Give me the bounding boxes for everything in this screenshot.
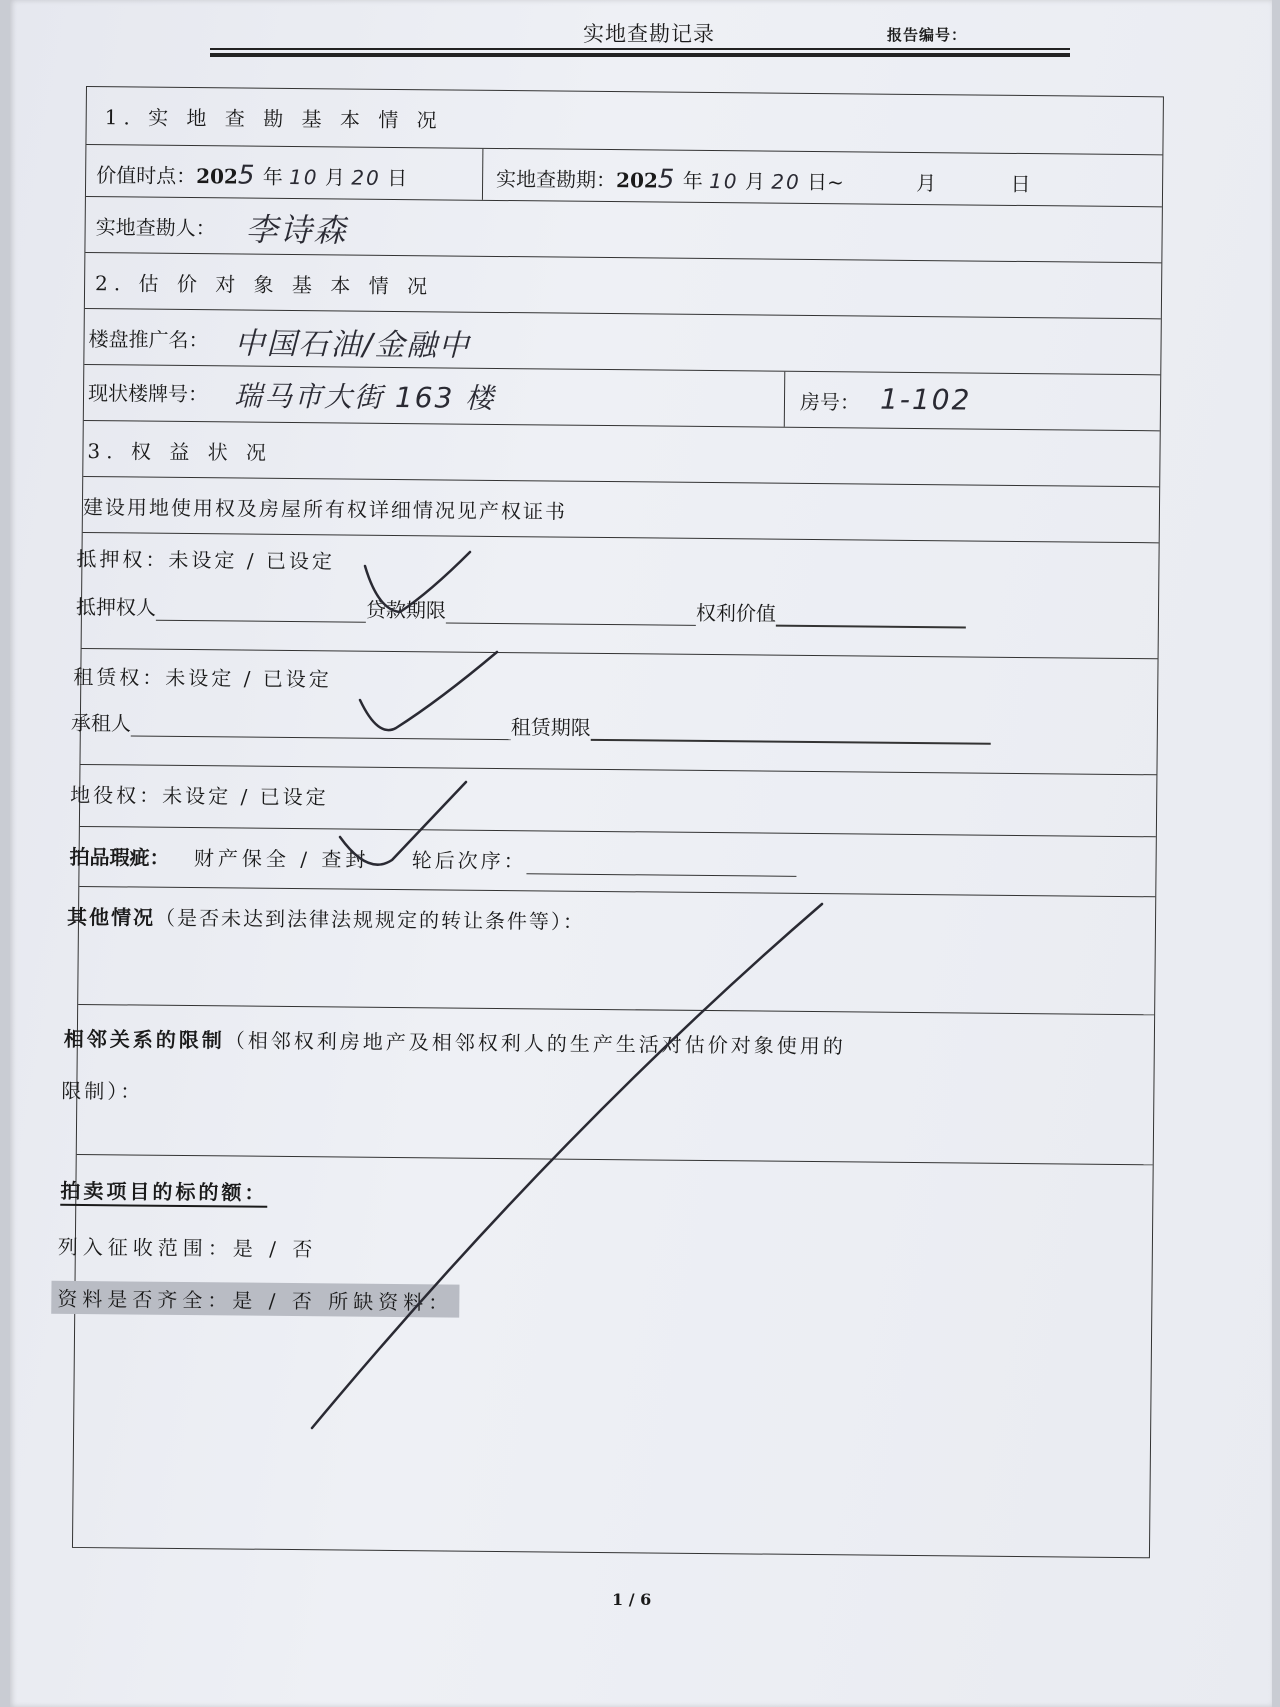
auction-amount-label: 拍卖项目的标的额： (60, 1178, 268, 1205)
building-value-handwritten: 瑞马市大街 163 楼 (233, 379, 496, 415)
defect-row (69, 827, 1156, 897)
documents-line: 资料是否齐全：是 / 否 所缺资料： (51, 1281, 459, 1318)
header-rule-thick (210, 53, 1070, 57)
section3-heading: 3. 权 益 状 况 (87, 439, 273, 465)
section1-heading: 1. 实 地 查 勘 基 本 情 况 (104, 105, 443, 133)
mortgagee-blank (156, 600, 366, 623)
dates-divider (482, 149, 483, 200)
mortgage-details: 抵押权人 贷款期限 权利价值 (76, 591, 966, 629)
document-page (10, 0, 1272, 1707)
surveyor-name-handwritten: 李诗森 (245, 210, 348, 250)
room-label: 房号： (799, 389, 861, 415)
other-row (66, 887, 1155, 1015)
land-note: 建设用地使用权及房屋所有权详细情况见产权证书 (82, 494, 568, 524)
survey-date-year-handwritten: 5 (657, 164, 677, 195)
report-number-label: 报告编号： (887, 26, 968, 44)
room-value-handwritten: 1-102 (879, 382, 972, 417)
easement-row (70, 765, 1157, 837)
other-line: 其他情况（是否未达到法律法规规定的转让条件等）： (66, 904, 586, 934)
auction-row (57, 1155, 1153, 1557)
mortgage-status: 抵押权：未设定 / 已设定 (76, 546, 336, 574)
section2-heading: 2. 估 价 对 象 基 本 情 况 (94, 271, 434, 299)
surveyor-label: 实地查勘人： (95, 215, 216, 241)
room-divider (784, 372, 786, 427)
mortgage-row (75, 533, 1159, 659)
building-row (84, 365, 1160, 431)
right-value-blank (776, 605, 966, 629)
expropriation-line: 列入征收范围：是 / 否 (57, 1234, 318, 1262)
building-label: 现状楼牌号： (87, 381, 209, 407)
lease-status: 租赁权：未设定 / 已设定 (73, 664, 332, 692)
lease-row (70, 649, 1157, 775)
section1-heading-row (86, 87, 1163, 155)
project-name-handwritten: 中国石油/金融中 (234, 326, 471, 364)
section2-heading-row (85, 253, 1161, 319)
easement-status: 地役权：未设定 / 已设定 (70, 782, 329, 810)
project-row (84, 309, 1160, 375)
land-note-row (83, 477, 1159, 543)
lease-details: 承租人 租赁期限 (71, 707, 991, 745)
project-label: 楼盘推广名： (88, 327, 209, 353)
survey-date: 实地查勘期：2025 年 10 月 20 日~ 月 日 (496, 164, 1031, 197)
loan-term-blank (446, 602, 696, 625)
survey-date-day-handwritten: 20 (771, 169, 801, 194)
form-title: 实地查勘记录 (583, 22, 715, 46)
header-rule (210, 48, 1070, 50)
defect-line: 拍品瑕疵： 财产保全 / 查封 轮后次序： (69, 841, 796, 877)
page-number: 1 / 6 (612, 1590, 652, 1609)
survey-form (57, 86, 1164, 1558)
lease-term-blank (591, 719, 991, 745)
value-date-year-handwritten: 5 (237, 160, 257, 191)
neighbor-row (61, 1005, 1154, 1165)
survey-date-month-handwritten: 10 (709, 168, 739, 194)
neighbor-line-2: 限制）： (61, 1078, 144, 1104)
lessee-blank (131, 715, 511, 740)
sequence-blank (527, 853, 797, 877)
neighbor-line: 相邻关系的限制（相邻权利房地产及相邻权利人的生产生活对估价对象使用的 (63, 1026, 846, 1059)
value-date-month-handwritten: 10 (289, 164, 319, 190)
surveyor-row (85, 197, 1161, 263)
section3-heading-row (83, 421, 1159, 487)
value-date-day-handwritten: 20 (351, 165, 381, 190)
value-date: 价值时点：2025 年 10 月 20 日 (96, 160, 408, 191)
